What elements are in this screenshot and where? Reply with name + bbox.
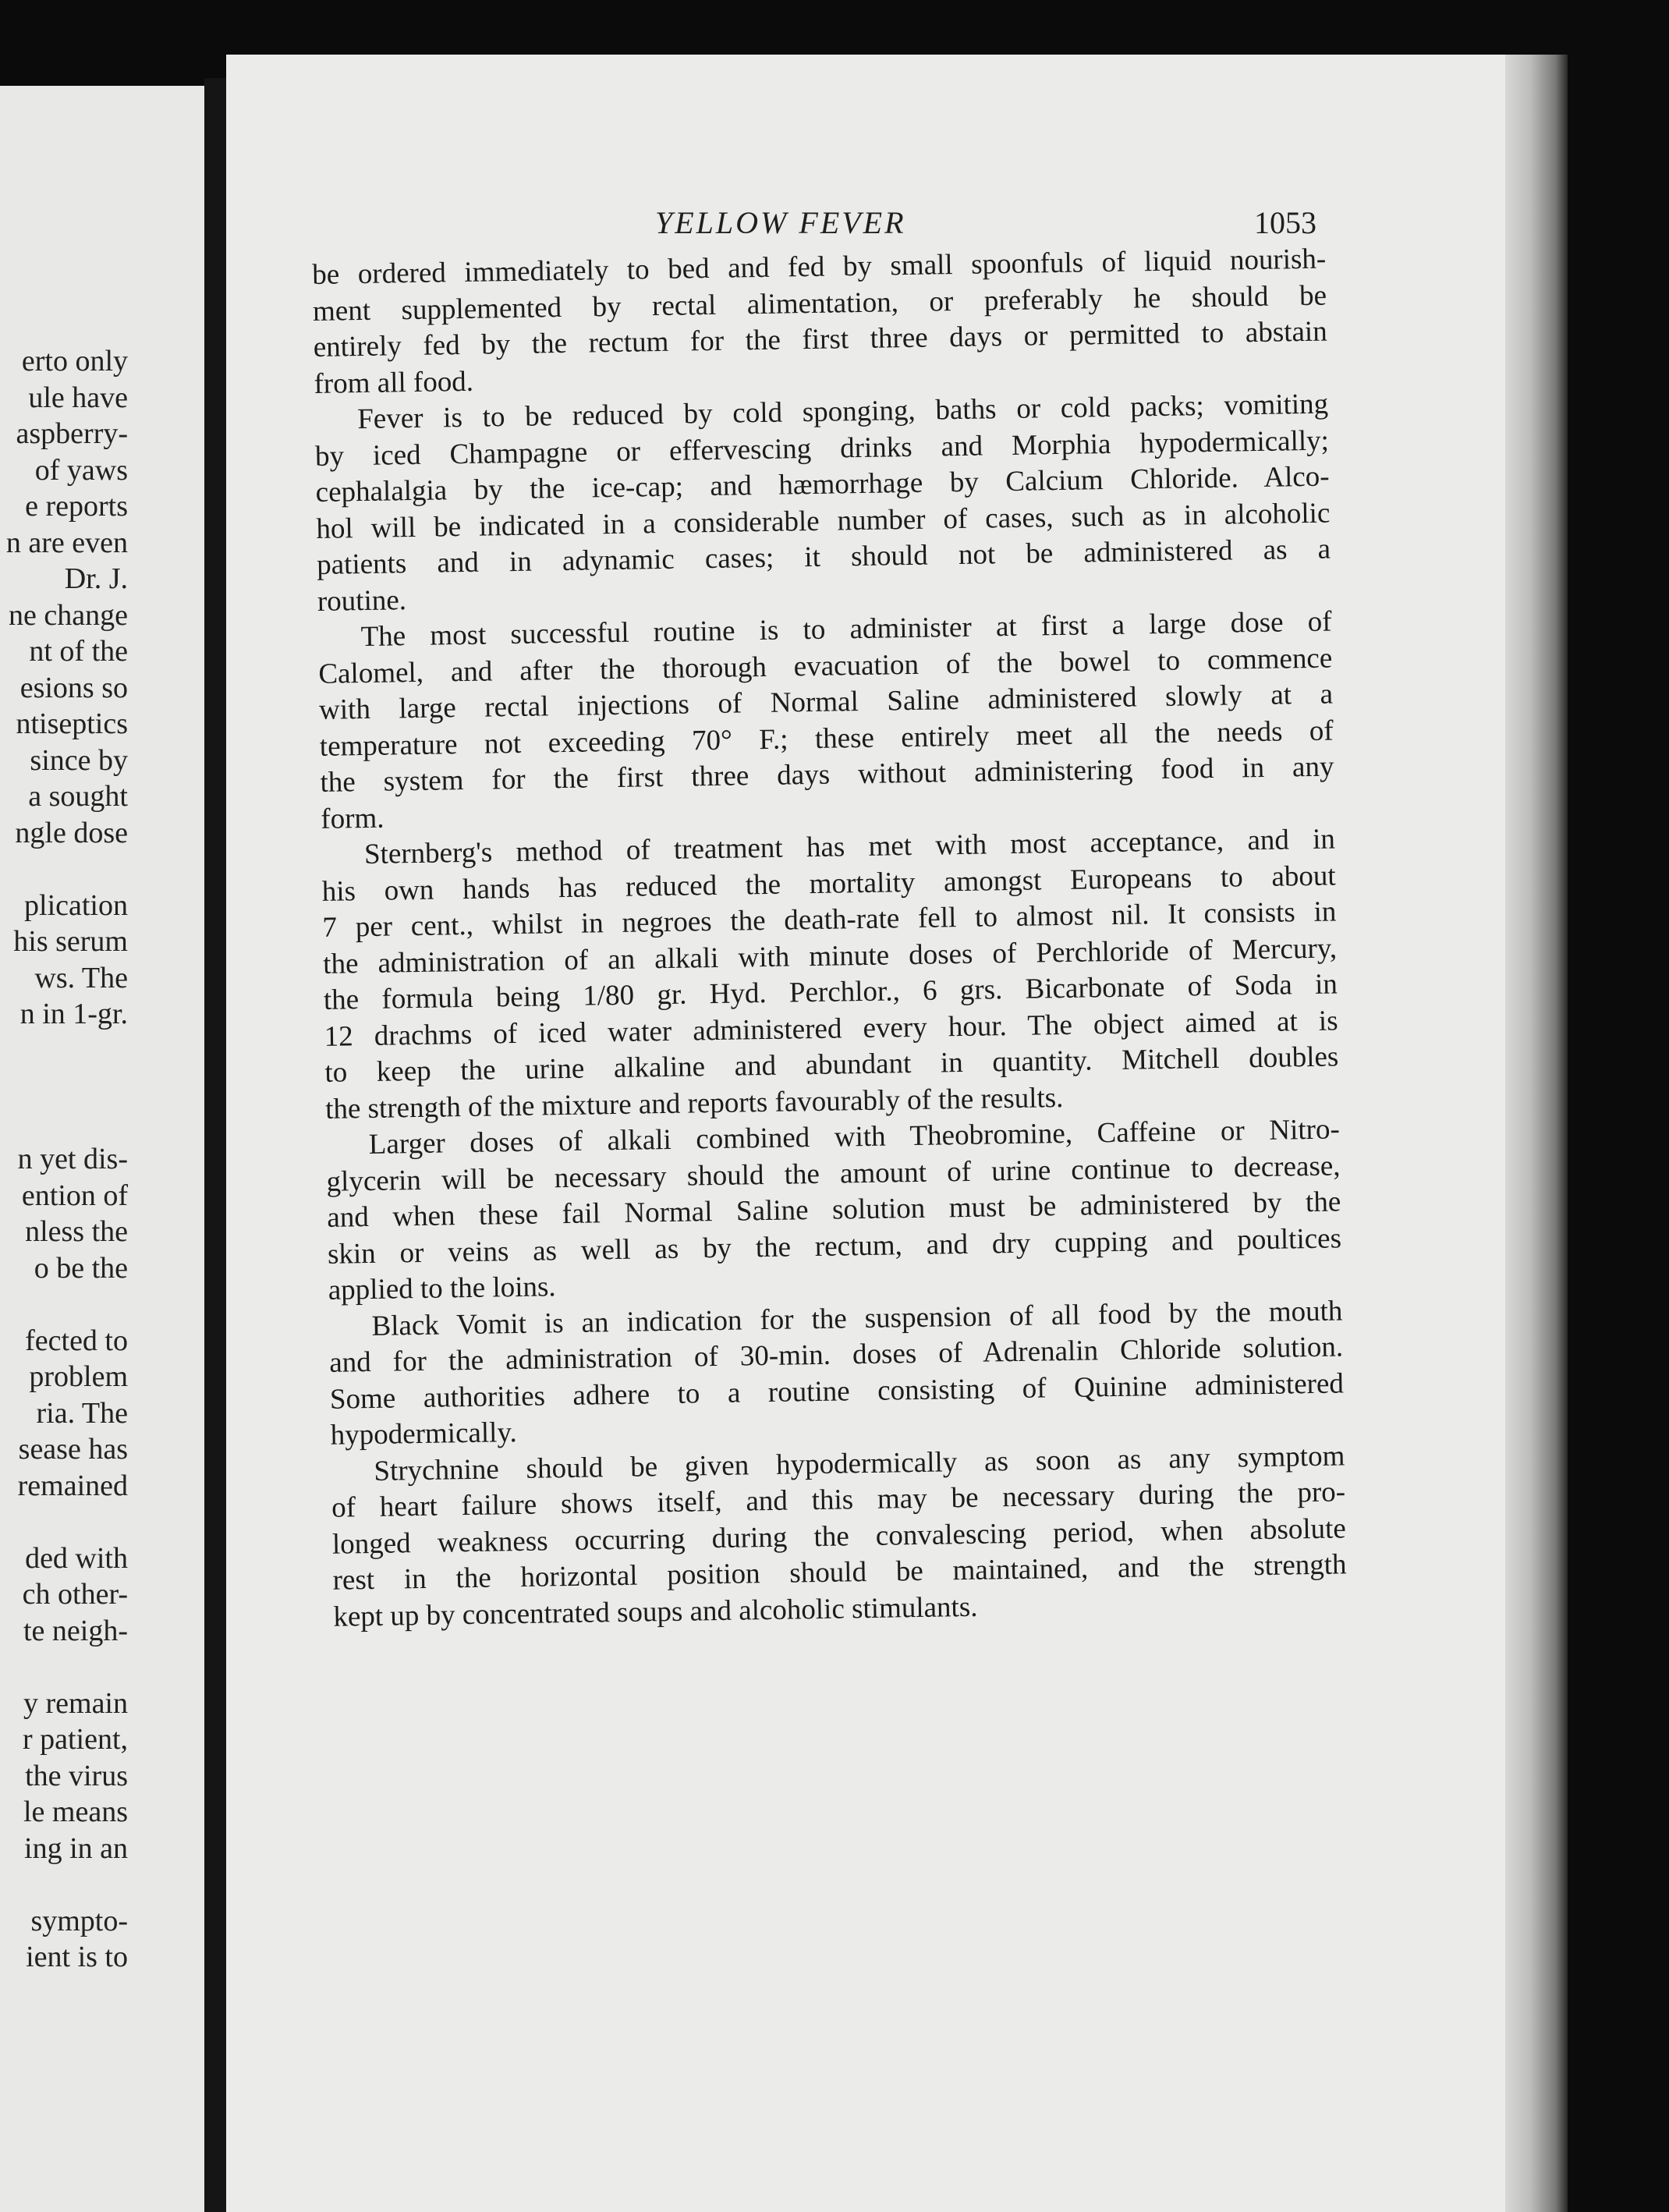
book-gutter xyxy=(204,78,229,2212)
left-page-line xyxy=(0,1069,204,1105)
paragraph-start: The most successful routine is to administer at first a large dose of xyxy=(360,605,1332,654)
left-page-text xyxy=(0,343,204,1976)
left-page-line: n are even xyxy=(5,526,128,559)
left-page-line: te neigh- xyxy=(23,1614,128,1647)
paragraph-start: Larger doses of alkali combined with Theobromine, Caffeine or Nitro- xyxy=(368,1113,1341,1161)
text-line: to keep the urine alkaline and abundant in quantity. Mitchell doubles xyxy=(324,1040,1339,1089)
left-page-line: the virus xyxy=(25,1759,128,1792)
left-page-line: le means xyxy=(23,1795,128,1828)
text-line: rest in the horizontal position should be maintained, and the strength xyxy=(332,1548,1347,1597)
left-page-line xyxy=(0,1286,204,1323)
text-line: skin or veins as well as by the rectum, and dry cupping and poultices xyxy=(327,1221,1342,1271)
text-line: and for the administration of 30-min. doses of Adrenalin Chloride solution. xyxy=(328,1331,1344,1379)
text-line: routine. xyxy=(317,583,407,618)
text-line: cephalalgia by the ice-cap; and hæmorrhage by Calcium Chloride. Alco- xyxy=(315,460,1330,509)
left-page-line: ention of xyxy=(21,1179,128,1212)
left-page-line xyxy=(0,1033,204,1069)
text-line: the administration of an alkali with minute doses of Perchloride of Mercury, xyxy=(322,931,1338,980)
left-page-line: nt of the xyxy=(29,635,128,668)
left-page-line: o be the xyxy=(34,1251,128,1285)
left-page-line: ne change xyxy=(9,598,128,632)
paragraph-start: Strychnine should be given hypodermically as soon as any symptom xyxy=(374,1439,1345,1487)
text-line: form. xyxy=(320,802,384,835)
text-line: glycerin will be necessary should the amount of urine continue to decrease, xyxy=(326,1149,1341,1198)
left-page-line: remained xyxy=(17,1469,128,1502)
page-edge xyxy=(1505,55,1568,2212)
left-page-line: erto only xyxy=(21,345,128,378)
left-page-line: ria. The xyxy=(36,1396,128,1430)
paragraph-start: Sternberg's method of treatment has met with most acceptance, and in xyxy=(363,823,1336,871)
text-line: and when these fail Normal Saline solution must be administered by the xyxy=(327,1186,1341,1234)
text-line: longed weakness occurring during the convalescing period, when absolute xyxy=(331,1512,1347,1561)
left-page-line: ntiseptics xyxy=(16,707,128,740)
text-line: entirely fed by the rectum for the first three days or permitted to abstain xyxy=(313,315,1327,363)
body-text xyxy=(312,242,1348,1636)
left-page-line: fected to xyxy=(25,1324,128,1357)
text-line: by iced Champagne or effervescing drinks and Morphia hypodermically; xyxy=(314,424,1330,473)
text-line: from all food. xyxy=(314,365,474,400)
left-page-line xyxy=(0,1866,204,1903)
page-number: 1053 xyxy=(1254,205,1316,240)
text-line: the strength of the mixture and reports favourably of the results. xyxy=(324,1081,1064,1125)
left-page-line: e reports xyxy=(25,490,128,523)
running-title: YELLOW FEVER xyxy=(655,205,906,240)
left-page-line: a sought xyxy=(28,780,128,813)
text-line: be ordered immediately to bed and fed by small spoonfuls of liquid nourish- xyxy=(312,243,1327,291)
text-line: 7 per cent., whilst in negroes the death-rate fell to almost nil. It consists in xyxy=(322,895,1337,944)
left-page-line xyxy=(0,1105,204,1142)
left-page-line: sease has xyxy=(18,1433,128,1466)
text-line: applied to the loins. xyxy=(328,1271,556,1306)
left-page-line: esions so xyxy=(19,671,128,704)
left-page-line: problem xyxy=(29,1360,128,1393)
left-page-line: ws. The xyxy=(34,961,128,994)
text-line: Calomel, and after the thorough evacuation of the bowel to commence xyxy=(318,642,1333,690)
left-page-line: r patient, xyxy=(22,1723,128,1756)
left-page-line: since by xyxy=(30,743,128,777)
left-page-line: ule have xyxy=(28,381,128,414)
text-line: hol will be indicated in a considerable number of cases, such as in alcoholic xyxy=(316,497,1331,545)
paragraph-start: Black Vomit is an indication for the suspension of all food by the mouth xyxy=(371,1294,1343,1342)
left-page-line: n in 1-gr. xyxy=(19,998,128,1030)
left-page-line: sympto- xyxy=(30,1904,128,1937)
left-page-line: ch other- xyxy=(22,1578,128,1611)
left-page-line: ded with xyxy=(25,1541,128,1575)
text-line: kept up by concentrated soups and alcoholic stimulants. xyxy=(333,1590,978,1633)
text-line: temperature not exceeding 70° F.; these entirely meet all the needs of xyxy=(319,714,1334,763)
left-page-line: nless the xyxy=(25,1215,128,1248)
text-line: 12 drachms of iced water administered every hour. The object aimed at is xyxy=(324,1004,1338,1053)
left-page-line: y remain xyxy=(23,1686,128,1720)
text-line: hypodermically. xyxy=(330,1416,518,1452)
left-page-line xyxy=(0,1649,204,1686)
left-page-line: ngle dose xyxy=(15,816,128,849)
paragraph-start: Fever is to be reduced by cold sponging, baths or cold packs; vomiting xyxy=(356,388,1329,436)
text-line: with large rectal injections of Normal Saline administered slowly at a xyxy=(318,678,1334,726)
left-page-line: plication xyxy=(24,888,128,922)
left-page-line: n yet dis- xyxy=(17,1143,128,1175)
left-page-line: aspberry- xyxy=(16,417,128,450)
text-line: patients and in adynamic cases; it should not be administered as a xyxy=(316,533,1331,581)
text-line: ment supplemented by rectal alimentation, or preferably he should be xyxy=(312,279,1327,328)
left-page-line xyxy=(0,1504,204,1540)
text-line: the system for the first three days without administering food in any xyxy=(320,750,1334,799)
text-line: Some authorities adhere to a routine consisting of Quinine administered xyxy=(329,1367,1345,1416)
left-page-line: his serum xyxy=(13,925,128,958)
left-page-line xyxy=(0,851,204,888)
left-page-line: ient is to xyxy=(26,1941,128,1973)
text-line: the formula being 1/80 gr. Hyd. Perchlor., 6 grs. Bicarbonate of Soda in xyxy=(323,968,1338,1016)
left-page-fragment xyxy=(0,86,204,2212)
text-line: his own hands has reduced the mortality amongst Europeans to about xyxy=(321,859,1336,908)
text-line: of heart failure shows itself, and this may be necessary during the pro- xyxy=(331,1476,1346,1524)
left-page-line: of yaws xyxy=(34,453,128,487)
left-page-line: Dr. J. xyxy=(64,562,128,595)
left-page-line: ing in an xyxy=(24,1831,128,1865)
